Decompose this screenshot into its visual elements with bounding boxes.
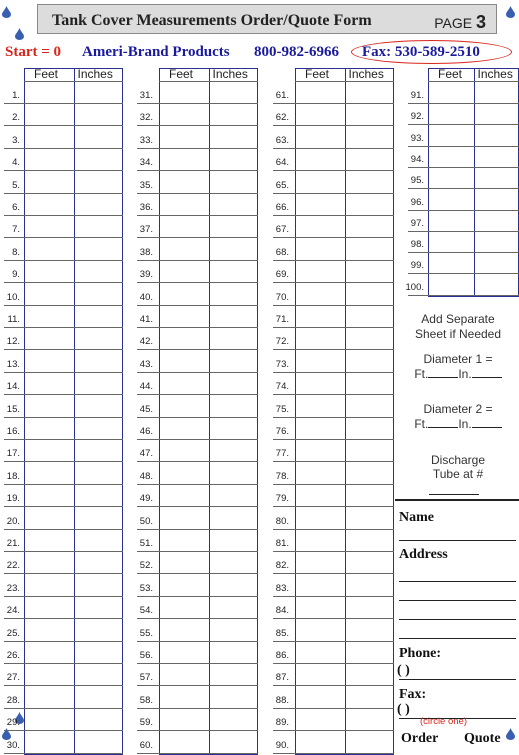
row-number: 93. xyxy=(410,132,424,144)
row-number: 5. xyxy=(12,179,20,191)
measurement-entry-line[interactable] xyxy=(273,215,394,216)
row-number: 9. xyxy=(12,269,20,281)
measurement-entry-line[interactable] xyxy=(4,170,123,171)
in-label: In. xyxy=(458,417,472,431)
row-number: 78. xyxy=(275,470,289,482)
row-number: 59. xyxy=(139,717,153,729)
measurement-entry-line[interactable] xyxy=(273,125,394,126)
tube-label: Tube at # xyxy=(432,467,484,481)
row-number: 64. xyxy=(275,157,289,169)
measurement-entry-line[interactable] xyxy=(137,708,258,709)
phone-area-code: ( ) xyxy=(397,663,410,678)
row-number: 8. xyxy=(12,246,20,258)
row-number: 54. xyxy=(139,605,153,617)
phone-label: Phone: xyxy=(399,646,441,661)
measurement-entry-line[interactable] xyxy=(273,349,394,350)
row-number: 91. xyxy=(410,90,424,101)
row-number: 19. xyxy=(6,493,20,505)
row-number: 61. xyxy=(275,90,289,101)
in-label: In. xyxy=(458,367,472,381)
measurement-entry-line[interactable] xyxy=(137,103,258,104)
measurement-entry-line[interactable] xyxy=(408,295,519,296)
measurement-entry-line[interactable] xyxy=(408,210,519,211)
address-label: Address xyxy=(399,547,448,562)
measurement-entry-line[interactable] xyxy=(4,372,123,373)
diameter1-label: Diameter 1 = xyxy=(423,352,493,366)
measurement-entry-line[interactable] xyxy=(137,417,258,418)
quote-option[interactable]: Quote xyxy=(464,731,501,746)
diameter1-feet-blank[interactable] xyxy=(428,377,458,378)
discharge-tube-blank[interactable] xyxy=(429,494,479,495)
measurement-entry-line[interactable] xyxy=(4,753,123,754)
measurement-entry-line[interactable] xyxy=(137,305,258,306)
measurement-entry-line[interactable] xyxy=(273,103,394,104)
measurement-entry-line[interactable] xyxy=(4,439,123,440)
row-number: 74. xyxy=(275,381,289,393)
measurement-entry-line[interactable] xyxy=(273,529,394,530)
measurement-entry-line[interactable] xyxy=(4,125,123,126)
measurement-entry-line[interactable] xyxy=(4,327,123,328)
row-number: 16. xyxy=(6,426,20,437)
measurement-entry-line[interactable] xyxy=(4,461,123,462)
measurement-entry-line[interactable] xyxy=(273,506,394,507)
measurement-entry-line[interactable] xyxy=(4,708,123,709)
row-number: 36. xyxy=(139,202,153,213)
row-number: 27. xyxy=(6,672,20,684)
name-line[interactable] xyxy=(399,540,516,541)
measurement-entry-line[interactable] xyxy=(408,273,519,274)
measurement-entry-line[interactable] xyxy=(4,215,123,216)
diameter2-fields xyxy=(400,417,516,431)
row-number: 70. xyxy=(275,291,289,303)
measurement-entry-line[interactable] xyxy=(137,439,258,440)
measurement-entry-line[interactable] xyxy=(137,663,258,664)
row-number: 4. xyxy=(12,157,20,169)
measurement-entry-line[interactable] xyxy=(137,125,258,126)
measurement-entry-line[interactable] xyxy=(137,260,258,261)
measurement-entry-line[interactable] xyxy=(137,148,258,149)
row-number: 15. xyxy=(6,403,20,415)
measurement-entry-line[interactable] xyxy=(4,529,123,530)
fax-label: Fax: xyxy=(399,687,427,702)
diameter1-inches-blank[interactable] xyxy=(472,377,502,378)
measurement-entry-line[interactable] xyxy=(273,439,394,440)
row-number: 53. xyxy=(139,582,153,594)
measurement-entry-line[interactable] xyxy=(4,237,123,238)
measurement-entry-line[interactable] xyxy=(137,215,258,216)
order-option[interactable]: Order xyxy=(401,731,439,746)
row-number: 65. xyxy=(275,179,289,191)
measurement-entry-line[interactable] xyxy=(273,618,394,619)
row-number: 34. xyxy=(139,157,153,169)
measurement-entry-line[interactable] xyxy=(137,170,258,171)
inches-header: Inches xyxy=(348,67,384,81)
row-number: 23. xyxy=(6,582,20,594)
row-number: 69. xyxy=(275,269,289,281)
fax-area-code: ( ) xyxy=(397,702,410,717)
measurement-entry-line[interactable] xyxy=(4,551,123,552)
row-number: 62. xyxy=(275,112,289,124)
measurement-entry-line[interactable] xyxy=(137,730,258,731)
row-number: 99. xyxy=(410,260,424,272)
diameter1-fields xyxy=(400,367,516,381)
row-number: 25. xyxy=(6,627,20,639)
measurement-entry-line[interactable] xyxy=(4,618,123,619)
row-number: 90. xyxy=(275,739,289,751)
row-number: 42. xyxy=(139,336,153,348)
measurement-entry-line[interactable] xyxy=(137,685,258,686)
header-underline xyxy=(159,81,258,82)
measurement-entry-line[interactable] xyxy=(137,529,258,530)
row-number: 26. xyxy=(6,650,20,661)
row-number: 94. xyxy=(410,153,424,165)
row-number: 11. xyxy=(7,314,20,325)
row-number: 30. xyxy=(6,739,20,751)
water-drop-icon xyxy=(15,28,24,40)
measurement-entry-line[interactable] xyxy=(137,551,258,552)
row-number: 49. xyxy=(139,493,153,505)
row-number: 100. xyxy=(405,281,424,293)
measurement-entry-line[interactable] xyxy=(273,237,394,238)
measurement-entry-line[interactable] xyxy=(4,305,123,306)
row-number: 38. xyxy=(139,246,153,258)
measurement-entry-line[interactable] xyxy=(273,148,394,149)
start-label: Start = 0 xyxy=(5,44,62,60)
row-number: 29. xyxy=(6,717,20,729)
row-number: 46. xyxy=(139,426,153,437)
measurement-entry-line[interactable] xyxy=(4,260,123,261)
measurement-entry-line[interactable] xyxy=(137,372,258,373)
measurement-entry-line[interactable] xyxy=(273,685,394,686)
feet-header: Feet xyxy=(169,67,194,81)
ft-label: Ft. xyxy=(414,367,429,381)
measurement-entry-line[interactable] xyxy=(408,252,519,253)
measurement-entry-line[interactable] xyxy=(4,730,123,731)
row-number: 1. xyxy=(12,90,20,101)
row-number: 67. xyxy=(275,224,289,236)
measurement-entry-line[interactable] xyxy=(4,282,123,283)
row-number: 45. xyxy=(139,403,153,415)
company-phone: 800-982-6966 xyxy=(254,44,339,60)
row-number: 35. xyxy=(139,179,153,191)
feet-header: Feet xyxy=(438,67,463,81)
measurement-entry-line[interactable] xyxy=(273,394,394,395)
row-number: 3. xyxy=(12,134,20,146)
row-number: 47. xyxy=(139,448,153,460)
address-line-1[interactable] xyxy=(399,581,516,582)
measurement-entry-line[interactable] xyxy=(273,596,394,597)
measurement-entry-line[interactable] xyxy=(4,641,123,642)
row-number: 33. xyxy=(139,134,153,146)
feet-header: Feet xyxy=(34,67,59,81)
measurement-entry-line[interactable] xyxy=(4,394,123,395)
measurement-entry-line[interactable] xyxy=(273,260,394,261)
water-drop-icon xyxy=(506,6,515,18)
row-number: 63. xyxy=(275,134,289,146)
row-number: 39. xyxy=(139,269,153,281)
water-drop-icon xyxy=(2,6,11,18)
measurement-entry-line[interactable] xyxy=(137,596,258,597)
row-number: 51. xyxy=(139,538,153,549)
row-number: 85. xyxy=(275,627,289,639)
company-name: Ameri-Brand Products xyxy=(82,44,230,60)
measurement-entry-line[interactable] xyxy=(137,394,258,395)
row-number: 20. xyxy=(6,515,20,527)
measurement-entry-line[interactable] xyxy=(408,146,519,147)
row-number: 6. xyxy=(12,202,20,213)
row-number: 37. xyxy=(139,224,153,236)
feet-header: Feet xyxy=(305,67,330,81)
measurement-entry-line[interactable] xyxy=(137,753,258,754)
address-line-2[interactable] xyxy=(399,600,516,601)
measurement-entry-line[interactable] xyxy=(137,506,258,507)
measurement-entry-line[interactable] xyxy=(4,506,123,507)
page-number: 3 xyxy=(475,12,486,32)
page-indicator xyxy=(434,12,486,33)
measurement-entry-line[interactable] xyxy=(408,231,519,232)
measurement-entry-line[interactable] xyxy=(137,641,258,642)
measurement-entry-line[interactable] xyxy=(273,753,394,754)
row-number: 14. xyxy=(6,381,20,393)
row-number: 81. xyxy=(275,538,289,549)
form-title: Tank Cover Measurements Order/Quote Form xyxy=(52,12,372,29)
row-number: 17. xyxy=(6,448,20,460)
measurement-entry-line[interactable] xyxy=(4,417,123,418)
measurement-entry-line[interactable] xyxy=(4,685,123,686)
row-number: 75. xyxy=(275,403,289,415)
measurement-entry-line[interactable] xyxy=(273,663,394,664)
row-number: 22. xyxy=(6,560,20,572)
row-number: 24. xyxy=(6,605,20,617)
inches-header: Inches xyxy=(212,67,248,81)
measurement-entry-line[interactable] xyxy=(273,551,394,552)
inches-header: Inches xyxy=(77,67,113,81)
inches-header: Inches xyxy=(477,67,513,81)
row-number: 32. xyxy=(139,112,153,124)
measurement-entry-line[interactable] xyxy=(137,484,258,485)
row-number: 48. xyxy=(139,470,153,482)
header-underline xyxy=(295,81,394,82)
row-number: 71. xyxy=(275,314,289,325)
row-number: 52. xyxy=(139,560,153,572)
measurement-entry-line[interactable] xyxy=(273,170,394,171)
measurement-entry-line[interactable] xyxy=(273,708,394,709)
measurement-entry-line[interactable] xyxy=(4,349,123,350)
phone-line[interactable] xyxy=(399,679,516,680)
measurement-entry-line[interactable] xyxy=(137,327,258,328)
row-number: 10. xyxy=(6,291,20,303)
discharge-label: Discharge xyxy=(430,453,486,467)
measurement-entry-line[interactable] xyxy=(137,618,258,619)
form-title-bar xyxy=(37,4,497,34)
header-underline xyxy=(428,81,519,82)
row-number: 28. xyxy=(6,694,20,706)
row-number: 72. xyxy=(275,336,289,348)
note-sheet-needed: Sheet if Needed xyxy=(414,327,502,341)
row-number: 86. xyxy=(275,650,289,661)
row-number: 21. xyxy=(6,538,20,549)
row-number: 7. xyxy=(12,224,20,236)
measurement-entry-line[interactable] xyxy=(137,282,258,283)
diameter2-label: Diameter 2 = xyxy=(423,402,493,416)
page-label: PAGE xyxy=(434,15,473,31)
row-number: 89. xyxy=(275,717,289,729)
measurement-entry-line[interactable] xyxy=(408,167,519,168)
row-number: 98. xyxy=(410,239,424,251)
measurement-entry-line[interactable] xyxy=(137,573,258,574)
row-number: 84. xyxy=(275,605,289,617)
row-number: 95. xyxy=(410,175,424,187)
measurement-entry-line[interactable] xyxy=(137,461,258,462)
measurement-entry-line[interactable] xyxy=(137,237,258,238)
measurement-entry-line[interactable] xyxy=(408,124,519,125)
ft-label: Ft. xyxy=(414,417,429,431)
row-number: 55. xyxy=(139,627,153,639)
measurement-entry-line[interactable] xyxy=(4,596,123,597)
row-number: 2. xyxy=(12,112,20,124)
row-number: 79. xyxy=(275,493,289,505)
row-number: 12. xyxy=(6,336,20,348)
row-number: 87. xyxy=(275,672,289,684)
measurement-entry-line[interactable] xyxy=(408,103,519,104)
row-number: 66. xyxy=(275,202,289,213)
measurement-entry-line[interactable] xyxy=(273,484,394,485)
row-number: 40. xyxy=(139,291,153,303)
contact-divider xyxy=(395,499,519,501)
measurement-entry-line[interactable] xyxy=(273,305,394,306)
row-number: 82. xyxy=(275,560,289,572)
measurement-entry-line[interactable] xyxy=(273,730,394,731)
measurement-entry-line[interactable] xyxy=(273,417,394,418)
row-number: 44. xyxy=(139,381,153,393)
row-number: 73. xyxy=(275,358,289,370)
diameter2-inches-blank[interactable] xyxy=(472,427,502,428)
row-number: 58. xyxy=(139,694,153,706)
measurement-entry-line[interactable] xyxy=(273,372,394,373)
row-number: 68. xyxy=(275,246,289,258)
measurement-entry-line[interactable] xyxy=(273,461,394,462)
name-label: Name xyxy=(399,510,434,525)
row-number: 41. xyxy=(139,314,153,325)
measurement-entry-line[interactable] xyxy=(4,103,123,104)
measurement-entry-line[interactable] xyxy=(273,193,394,194)
measurement-entry-line[interactable] xyxy=(273,641,394,642)
measurement-entry-line[interactable] xyxy=(4,193,123,194)
measurement-entry-line[interactable] xyxy=(137,349,258,350)
row-number: 83. xyxy=(275,582,289,594)
measurement-entry-line[interactable] xyxy=(4,663,123,664)
measurement-entry-line[interactable] xyxy=(273,282,394,283)
note-add-separate: Add Separate xyxy=(421,312,495,326)
row-number: 76. xyxy=(275,426,289,437)
row-number: 57. xyxy=(139,672,153,684)
row-number: 97. xyxy=(410,217,424,229)
row-number: 13. xyxy=(6,358,20,370)
row-number: 77. xyxy=(275,448,289,460)
row-number: 43. xyxy=(139,358,153,370)
measurement-entry-line[interactable] xyxy=(4,484,123,485)
header-underline xyxy=(24,81,123,82)
row-number: 92. xyxy=(410,111,424,123)
row-number: 80. xyxy=(275,515,289,527)
measurement-entry-line[interactable] xyxy=(137,193,258,194)
row-number: 88. xyxy=(275,694,289,706)
company-fax: Fax: 530-589-2510 xyxy=(362,44,480,60)
row-number: 50. xyxy=(139,515,153,527)
address-line-4[interactable] xyxy=(399,638,516,639)
circle-one-note: (circle one) xyxy=(420,716,467,727)
diameter2-feet-blank[interactable] xyxy=(428,427,458,428)
water-drop-icon xyxy=(506,728,515,740)
row-number: 18. xyxy=(6,470,20,482)
row-number: 60. xyxy=(139,739,153,751)
measurement-entry-line[interactable] xyxy=(4,148,123,149)
measurement-entry-line[interactable] xyxy=(408,188,519,189)
measurement-entry-line[interactable] xyxy=(273,327,394,328)
row-number: 96. xyxy=(410,196,424,208)
row-number: 31. xyxy=(139,90,153,101)
address-line-3[interactable] xyxy=(399,619,516,620)
measurement-entry-line[interactable] xyxy=(4,573,123,574)
row-number: 56. xyxy=(139,650,153,661)
measurement-entry-line[interactable] xyxy=(273,573,394,574)
